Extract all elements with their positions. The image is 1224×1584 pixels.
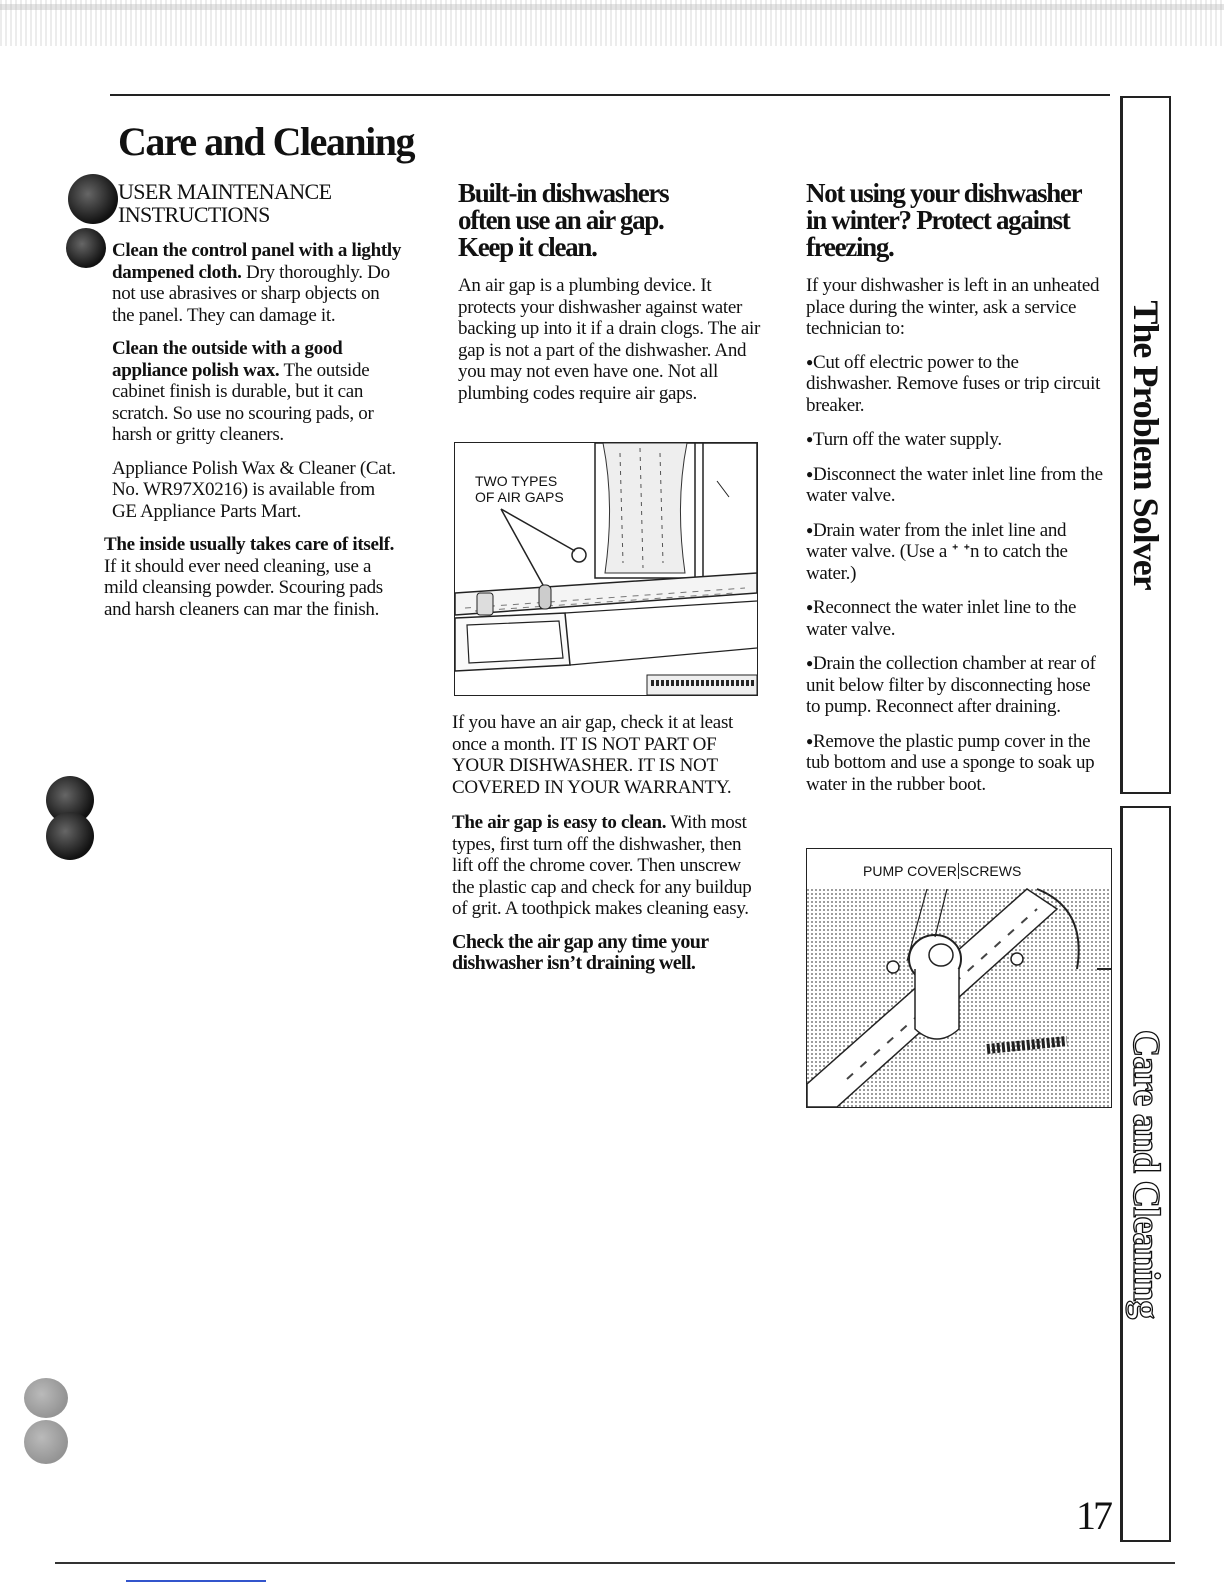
heading-line: Keep it clean.	[458, 232, 597, 262]
winter-intro: If your dishwasher is left in an unheated place during the winter, ask a service technician to:	[806, 275, 1100, 339]
list-item: ● Cut off electric power to the dishwasher. Remove fuses or trip circuit breaker.	[806, 352, 1106, 417]
column-air-gap	[458, 180, 763, 416]
section-heading	[104, 180, 404, 226]
paragraph-body: If it should ever need cleaning, use a mild cleansing powder. Scouring pads and harsh cleaners can mar the finish.	[104, 555, 383, 620]
punch-hole-icon	[24, 1378, 68, 1418]
air-gap-draining-paragraph: Check the air gap any time your dishwasher isn’t draining well.	[452, 930, 709, 974]
winter-heading	[806, 180, 1106, 261]
paragraph-outside	[104, 338, 404, 446]
paragraph-polish-wax: Appliance Polish Wax & Cleaner (Cat. No. WR97X0216) is available from GE Appliance Parts Mart.	[112, 457, 396, 522]
punch-hole-icon	[46, 812, 94, 860]
heading-line: freezing.	[806, 232, 894, 262]
punch-hole-icon	[24, 1420, 68, 1464]
paragraph-lead: The inside usually takes care of itself.	[104, 534, 395, 555]
paragraph-inside	[104, 534, 404, 620]
scan-noise-band	[0, 4, 1224, 10]
punch-hole-icon	[66, 228, 106, 268]
paragraph-body: Dry thoroughly. Do not use abrasives or sharp objects on the panel. They can damage it.	[112, 261, 390, 326]
page-number: 17	[1076, 1493, 1110, 1538]
page-title: Care and Cleaning	[118, 119, 415, 164]
figure-label-screws: SCREWS	[959, 863, 1022, 879]
footer-rule	[55, 1562, 1175, 1564]
paragraph-body: With most types, first turn off the dishwasher, then lift off the chrome cover. Then unscrew the plastic cap and check for any buildup of grit. A toothpick makes cleaning easy.	[452, 812, 752, 919]
heading-line: in winter? Protect against	[806, 205, 1070, 235]
paragraph-control-panel	[104, 240, 404, 326]
side-tab-problem-solver[interactable]	[1120, 96, 1171, 794]
heading-line: often use an air gap.	[458, 205, 664, 235]
list-item: ● Turn off the water supply.	[806, 429, 1106, 451]
air-gap-figure-label	[475, 473, 564, 505]
air-gap-check-paragraph: If you have an air gap, check it at least once a month. IT IS NOT PART OF YOUR DISHWASHER. IT IS NOT COVERED IN YOUR WARRANTY.	[452, 712, 734, 798]
column-air-gap-continued	[452, 712, 762, 987]
list-item: ● Remove the plastic pump cover in the tub bottom and use a sponge to soak up water in the rubber boot.	[806, 731, 1106, 796]
air-gap-heading	[458, 180, 763, 261]
column-winter	[806, 180, 1106, 808]
paragraph-lead: Clean the control panel with a lightly dampened cloth.	[112, 240, 402, 283]
pump-cover-illustration	[806, 848, 1112, 1108]
section-heading-line: INSTRUCTIONS	[118, 202, 270, 227]
heading-line: Not using your dishwasher	[806, 178, 1082, 208]
column-user-maintenance	[104, 180, 404, 632]
air-gap-clean-paragraph	[452, 812, 762, 920]
figure-label-pump-cover: PUMP COVER	[863, 863, 957, 879]
air-gap-intro: An air gap is a plumbing device. It protects your dishwasher against water backing up into it if a drain clogs. The air gap is not a part of the dishwasher. And you may not even have one. Not all plumbing codes require air gaps.	[458, 275, 760, 404]
side-tab-label: Care and Cleaning	[1125, 1029, 1167, 1319]
footer-link-underline	[126, 1580, 266, 1582]
air-gap-illustration	[454, 442, 758, 696]
figure-label-line: TWO TYPES	[475, 473, 558, 489]
side-tab-label: The Problem Solver	[1126, 300, 1166, 590]
section-heading-line: USER MAINTENANCE	[118, 179, 332, 204]
list-item: ● Reconnect the water inlet line to the water valve.	[806, 597, 1106, 640]
list-item: ● Drain the collection chamber at rear of unit below filter by disconnecting hose to pump. Reconnect after draining.	[806, 653, 1106, 718]
paragraph-body: The outside cabinet finish is durable, but it can scratch. So use no scouring pads, or harsh or gritty cleaners.	[112, 359, 374, 445]
list-item: ● Drain water from the inlet line and water valve. (Use a ᐩ ᐩn to catch the water.)	[806, 520, 1106, 585]
side-tab-care-cleaning[interactable]	[1120, 806, 1171, 1542]
paragraph-lead: The air gap is easy to clean.	[452, 812, 667, 833]
figure-label-line: OF AIR GAPS	[475, 489, 564, 505]
header-rule	[110, 94, 1110, 96]
pump-figure-label	[863, 863, 1021, 879]
pump-drawing	[807, 849, 1111, 1107]
list-item: ● Disconnect the water inlet line from the water valve.	[806, 464, 1106, 507]
paragraph-lead: Clean the outside with a good appliance polish wax.	[112, 338, 343, 381]
heading-line: Built-in dishwashers	[458, 178, 669, 208]
